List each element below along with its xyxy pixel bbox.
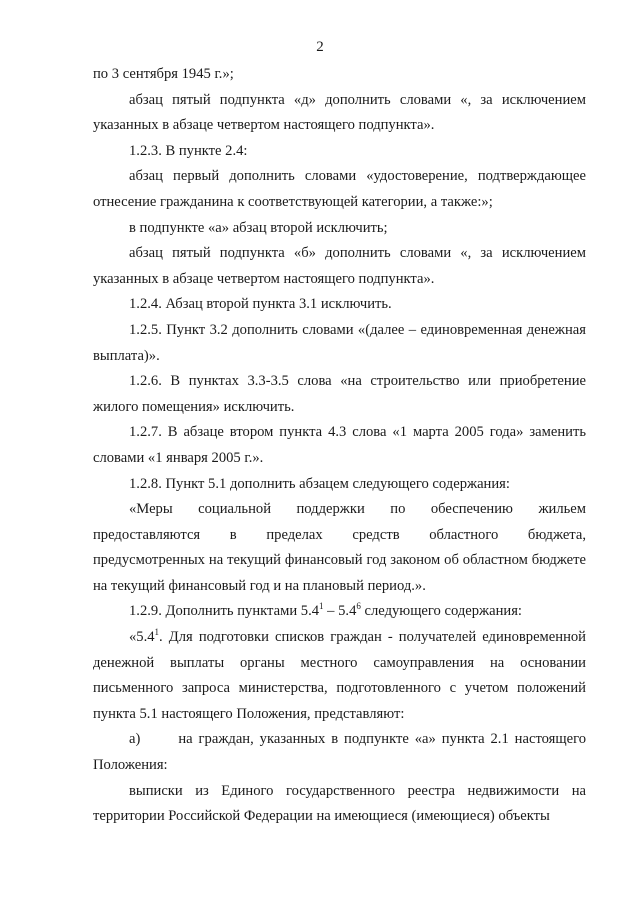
paragraph-1-2-9: [93, 599, 586, 625]
p-5-4-1-number: «5.4: [129, 629, 155, 646]
quoted-measures-line-1: «Меры социальной поддержки по обеспечению жильем: [129, 501, 586, 518]
paragraph-1-2-8: 1.2.8. Пункт 5.1 дополнить абзацем следующего содержания:: [129, 475, 510, 492]
p-1-2-9-superscript-1: 1: [319, 601, 324, 612]
paragraph-item-a: [93, 727, 586, 778]
p-1-2-9-text-b: – 5.4: [323, 603, 357, 620]
quoted-measures-line-2: предоставляются в пределах средств областного бюджета,: [93, 526, 586, 543]
paragraph-1-2-4: 1.2.4. Абзац второй пункта 3.1 исключить.: [129, 296, 392, 313]
paragraph-subpoint-d: абзац пятый подпункта «д» дополнить словами «, за исключением указанных в абзаце четвертом настоящего подпункта».: [93, 91, 586, 134]
document-body: [93, 62, 586, 830]
p-5-4-1-text: . Для подготовки списков граждан - получателей единовременной денежной выплаты органы местного самоуправления на основании письменного запроса министерства, подготовленного с учетом положений пункта 5.1 настоящего Положения, представляют:: [93, 629, 586, 722]
paragraph-extracts: выписки из Единого государственного реестра недвижимости на территории Российской Федерации на имеющиеся (имеющиеся) объекты: [93, 782, 586, 825]
item-a-text: на граждан, указанных в подпункте «а» пункта 2.1 настоящего Положения:: [93, 731, 586, 774]
p-1-2-9-text-a: 1.2.9. Дополнить пунктами 5.4: [129, 603, 320, 620]
paragraph-subpoint-b: абзац пятый подпункта «б» дополнить словами «, за исключением указанных в абзаце четвертом настоящего подпункта».: [93, 245, 586, 287]
item-a-marker: а): [129, 731, 141, 748]
p-5-4-1-superscript: 1: [154, 627, 160, 638]
paragraph-5-4-1: [93, 625, 586, 727]
paragraph-1-2-7: 1.2.7. В абзаце втором пункта 4.3 слова «1 марта 2005 года» заменить словами «1 января 2005 г.».: [93, 424, 586, 466]
paragraph-1-2-5: 1.2.5. Пункт 3.2 дополнить словами «(далее – единовременная денежная выплата)».: [93, 321, 586, 364]
page-number: 2: [316, 39, 324, 55]
paragraph-quoted-measures: [93, 497, 586, 599]
p-1-2-9-superscript-6: 6: [356, 601, 361, 612]
quoted-measures-rest: предусмотренных на текущий финансовый год законом об областном бюджете на текущий финансовый год и на плановый период.».: [93, 552, 586, 594]
paragraph-1-2-3: 1.2.3. В пункте 2.4:: [129, 142, 248, 159]
paragraph-subpoint-a: в подпункте «а» абзац второй исключить;: [129, 219, 388, 236]
paragraph-continuation: по 3 сентября 1945 г.»;: [93, 66, 234, 82]
p-1-2-9-text-c: следующего содержания:: [360, 603, 522, 620]
paragraph-first-abzac: абзац первый дополнить словами «удостоверение, подтверждающее отнесение гражданина к соответствующей категории, а также:»;: [93, 168, 586, 210]
paragraph-1-2-6: 1.2.6. В пунктах 3.3-3.5 слова «на строительство или приобретение жилого помещения» исключить.: [93, 373, 586, 415]
